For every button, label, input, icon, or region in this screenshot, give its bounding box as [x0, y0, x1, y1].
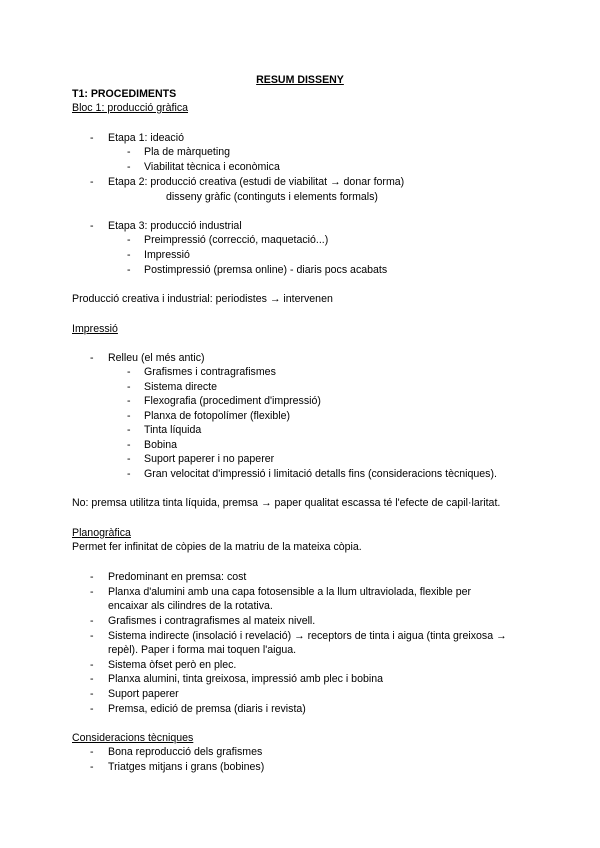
list-item-triatges: - Triatges mitjans i grans (bobines): [108, 760, 264, 775]
etapa-2-continuation: disseny gràfic (continguts i elements formals): [166, 191, 378, 203]
list-item-premsa-edicio: - Premsa, edició de premsa (diaris i revista): [108, 702, 306, 717]
consideracions-heading: Consideracions tècniques: [72, 732, 194, 744]
list-item-sistema-indirecte: - Sistema indirecte (insolació i revelació) → receptors de tinta i aigua (tinta greixosa →: [108, 629, 507, 644]
list-item-planxa-fotopolimer: - Planxa de fotopolímer (flexible): [144, 409, 290, 424]
list-item-grafismes: - Grafismes i contragrafismes: [144, 365, 276, 380]
list-item-bobina: - Bobina: [144, 438, 177, 453]
list-item-planxa-tinta: - Planxa alumini, tinta greixosa, impressió amb plec i bobina: [108, 672, 383, 687]
list-item-suport: - Suport paperer i no paperer: [144, 452, 274, 467]
impressio-heading: Impressió: [72, 323, 118, 335]
t1-heading: T1: PROCEDIMENTS: [72, 88, 177, 100]
list-item-preimpressio: - Preimpressió (correcció, maquetació...): [144, 233, 328, 248]
list-item-bona-reproduccio: - Bona reproducció dels grafismes: [108, 745, 262, 760]
impressio-note: No: premsa utilitza tinta líquida, premsa → paper qualitat escassa té l'efecte de capil·laritat.: [72, 497, 501, 509]
sistema-indirecte-continuation: repèl). Paper i forma mai toquen l'aigua.: [108, 644, 297, 656]
list-item-planxa-alumini: - Planxa d'alumini amb una capa fotosensible a la llum ultraviolada, flexible per: [108, 585, 471, 600]
bloc1-heading: Bloc 1: producció gràfica: [72, 102, 189, 114]
list-item-etapa-3: - Etapa 3: producció industrial: [108, 219, 242, 234]
list-item-flexografia: - Flexografia (procediment d'impressió): [144, 394, 321, 409]
list-item-gran-velocitat: - Gran velocitat d'impressió i limitació detalls fins (consideracions tècniques).: [144, 467, 497, 482]
list-item-sistema-directe: - Sistema directe: [144, 380, 217, 395]
list-item-impressio: - Impressió: [144, 248, 190, 263]
list-item-etapa-1: - Etapa 1: ideació: [108, 131, 184, 146]
list-item-postimpressio: - Postimpressió (premsa online) - diaris pocs acabats: [144, 263, 387, 278]
planxa-alumini-continuation: encaixar als cilindres de la rotativa.: [108, 600, 273, 612]
list-item-relleu: - Relleu (el més antic): [108, 351, 205, 366]
list-item-predominant: - Predominant en premsa: cost: [108, 570, 246, 585]
document-title: RESUM DISSENY: [256, 74, 344, 86]
list-item-suport-paperer: - Suport paperer: [108, 687, 179, 702]
list-item-grafismes-nivell: - Grafismes i contragrafismes al mateix nivell.: [108, 614, 315, 629]
list-item-etapa-2: - Etapa 2: producció creativa (estudi de viabilitat → donar forma): [108, 175, 404, 190]
list-item-viabilitat: - Viabilitat tècnica i econòmica: [144, 160, 280, 175]
planografica-heading: Planogràfica: [72, 527, 131, 539]
produccio-note: Producció creativa i industrial: periodistes → intervenen: [72, 293, 333, 305]
planografica-intro: Permet fer infinitat de còpies de la matriu de la mateixa còpia.: [72, 541, 362, 553]
list-item-tinta-liquida: - Tinta líquida: [144, 423, 201, 438]
list-item-pla-marqueting: - Pla de màrqueting: [144, 145, 230, 160]
list-item-sistema-ofset: - Sistema òfset però en plec.: [108, 658, 236, 673]
